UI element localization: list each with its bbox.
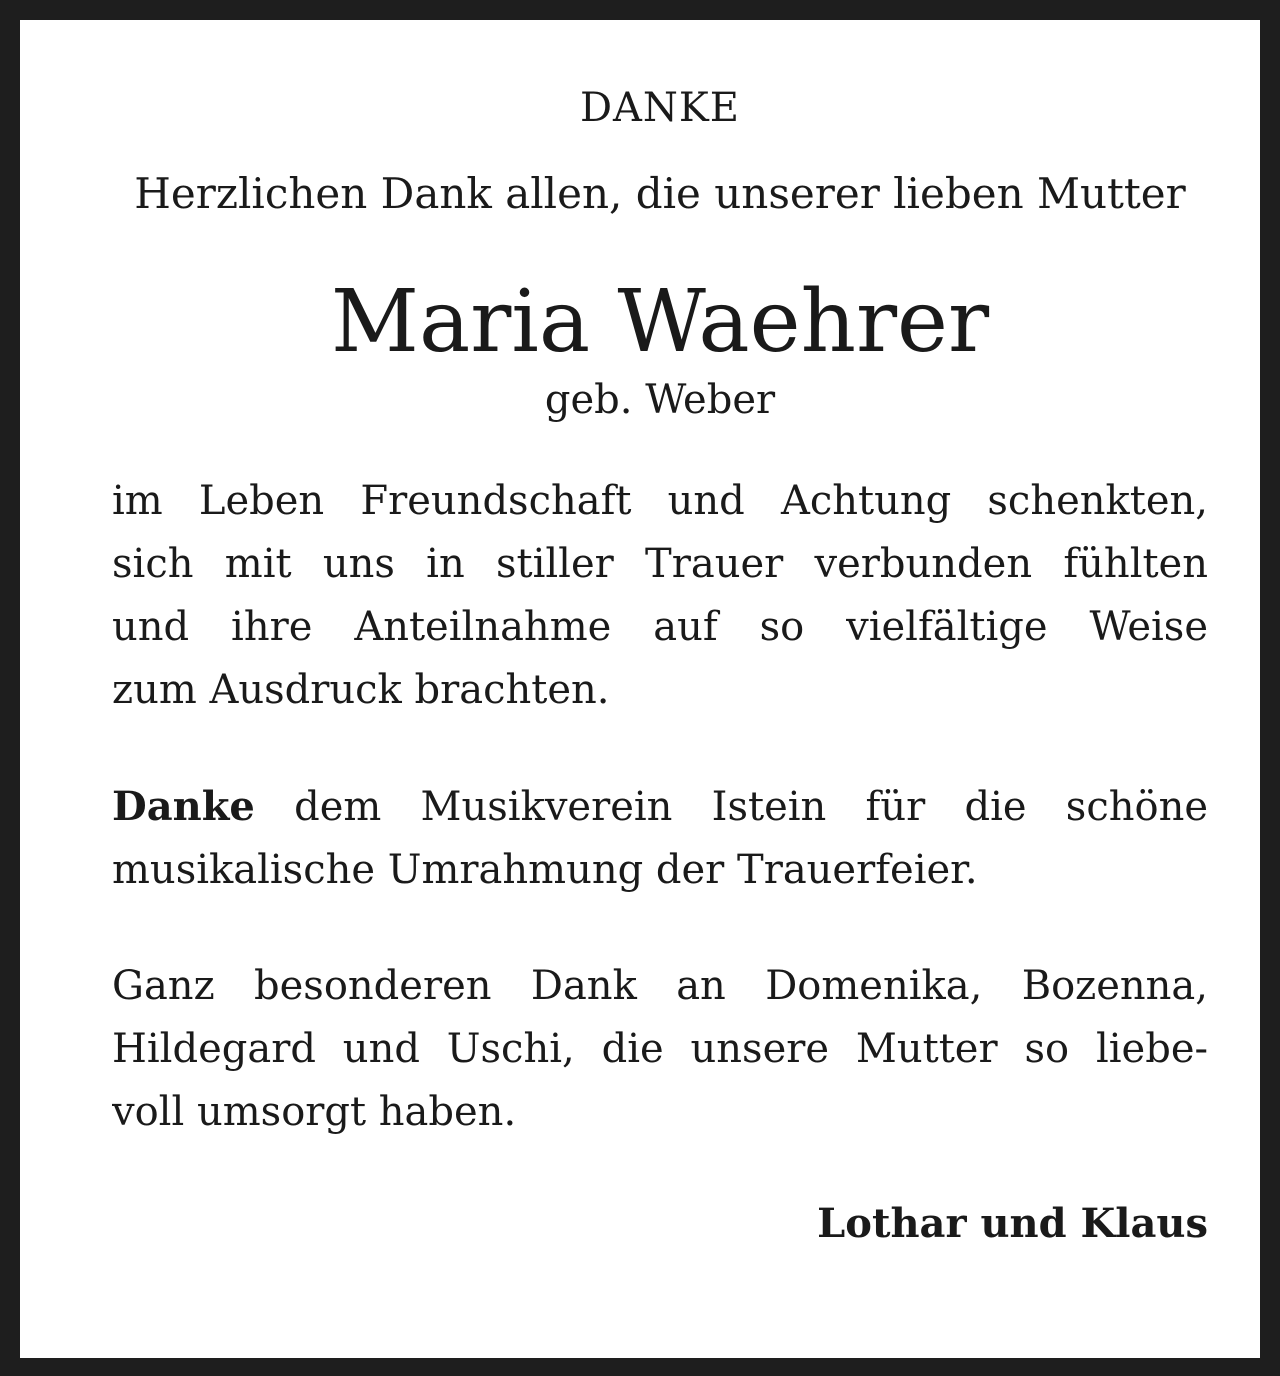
paragraph-line [112, 775, 1208, 839]
bold-thanks: Danke [112, 783, 255, 830]
intro-line: Herzlichen Dank allen, die unserer lieben Mutter [134, 169, 1186, 218]
paragraph-line: im Leben Freundschaft und Achtung schenkten, [112, 478, 1208, 524]
paragraph-line: und ihre Anteilnahme auf so vielfältige Weise [112, 604, 1208, 650]
paragraph-line: voll umsorgt haben. [112, 1089, 517, 1135]
deceased-name: Maria Waehrer [330, 272, 990, 372]
signature: Lothar und Klaus [817, 1200, 1208, 1247]
paragraph-caregivers [112, 955, 1208, 1144]
paragraph-music-club [112, 775, 1208, 902]
notice-content [112, 40, 1208, 1248]
paragraph-line: zum Ausdruck brachten. [112, 667, 610, 713]
paragraph-line-rest: dem Musikverein Istein für die schöne [254, 784, 1208, 830]
paragraph-line: Ganz besonderen Dank an Domenika, Bozenna, [112, 963, 1208, 1009]
notice-heading: DANKE [579, 85, 741, 131]
paragraph-gratitude [112, 470, 1208, 722]
paragraph-line: Hildegard und Uschi, die unsere Mutter so liebe- [112, 1026, 1208, 1072]
paragraph-line: musikalische Umrahmung der Trauerfeier. [112, 847, 978, 893]
paragraph-line: sich mit uns in stiller Trauer verbunden fühlten [112, 541, 1208, 587]
maiden-name: geb. Weber [544, 377, 776, 423]
